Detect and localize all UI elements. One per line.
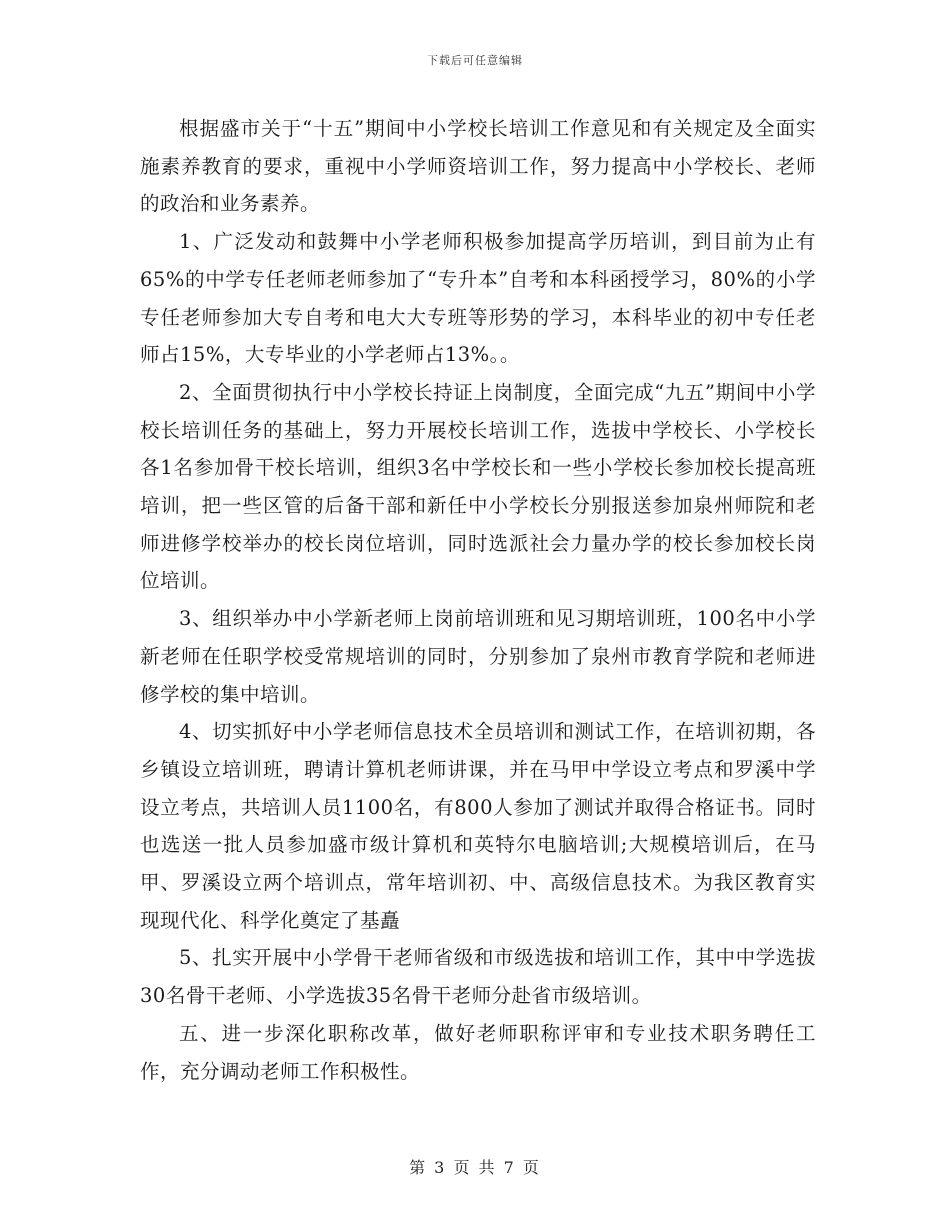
- paragraph-item-5: 5、扎实开展中小学骨干老师省级和市级选拔和培训工作，其中中学选拔30名骨干老师、小学选拔35名骨干老师分赴省市级培训。: [140, 946, 816, 1008]
- paragraph-item-2: 2、全面贯彻执行中小学校长持证上岗制度，全面完成“九五”期间中小学校长培训任务的基础上，努力开展校长培训工作，选拔中学校长、小学校长各1名参加骨干校长培训，组织3名中学校长和一些小学校长参加校长提高班培训，把一些区管的后备干部和新任中小学校长分别报送参加泉州师院和老师进修学校举办的校长岗位培训，同时选派社会力量办学的校长参加校长岗位培训。: [140, 380, 816, 593]
- paragraph-intro: 根据盛市关于“十五”期间中小学校长培训工作意见和有关规定及全面实施素养教育的要求，重视中小学师资培训工作，努力提高中小学校长、老师的政治和业务素养。: [140, 117, 816, 216]
- page-header-note: 下载后可任意编辑: [427, 54, 523, 67]
- document-body: [140, 110, 816, 1090]
- paragraph-item-3: 3、组织举办中小学新老师上岗前培训班和见习期培训班，100名中小学新老师在任职学校受常规培训的同时，分别参加了泉州市教育学院和老师进修学校的集中培训。: [140, 607, 816, 706]
- page-number: 第 3 页 共 7 页: [409, 1158, 541, 1177]
- paragraph-item-1: 1、广泛发动和鼓舞中小学老师积极参加提高学历培训，到目前为止有65%的中学专任老师老师参加了“专升本”自考和本科函授学习，80%的小学专任老师参加大专自考和电大大专班等形势的学习，本科毕业的初中专任老师占15%，大专毕业的小学老师占13%。。: [140, 230, 816, 367]
- paragraph-item-4: 4、切实抓好中小学老师信息技术全员培训和测试工作，在培训初期，各乡镇设立培训班，聘请计算机老师讲课，并在马甲中学设立考点和罗溪中学设立考点，共培训人员1100名，有800人参加了测试并取得合格证书。同时也选送一批人员参加盛市级计算机和英特尔电脑培训;大规模培训后，在马甲、罗溪设立两个培训点，常年培训初、中、高级信息技术。为我区教育实现现代化、科学化奠定了基矗: [140, 720, 816, 932]
- paragraph-section-five: 五、进一步深化职称改革，做好老师职称评审和专业技术职务聘任工作，充分调动老师工作积极性。: [140, 1021, 816, 1083]
